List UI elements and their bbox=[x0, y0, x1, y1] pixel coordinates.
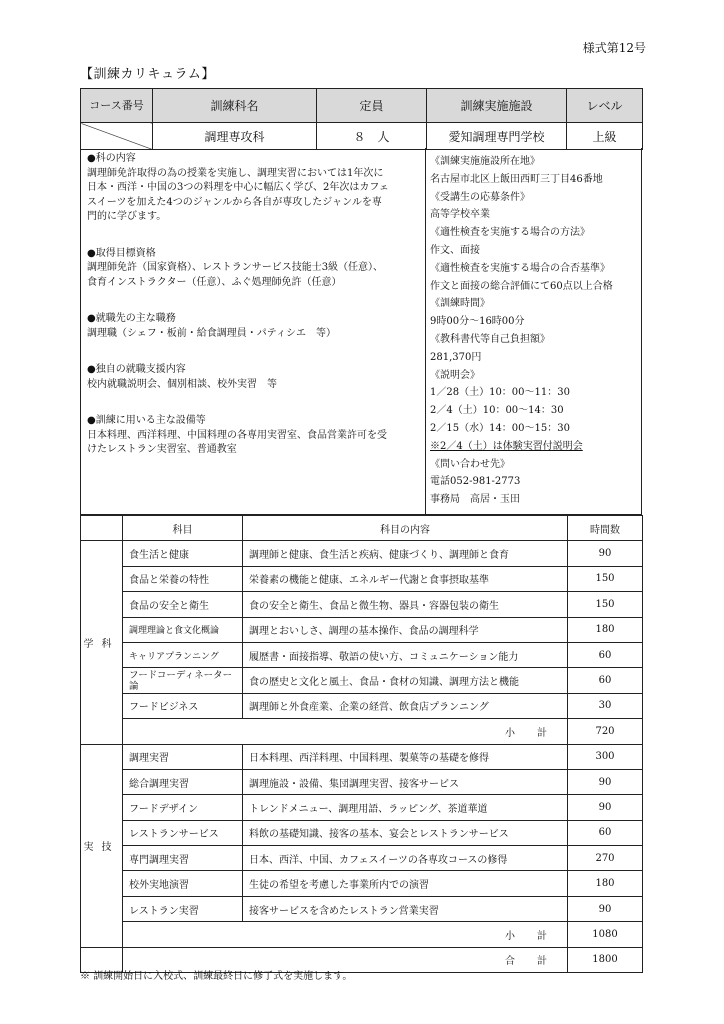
subject-hours: 60 bbox=[568, 668, 643, 693]
subject-name: 食生活と健康 bbox=[123, 541, 243, 566]
info-line: 作文、面接 bbox=[430, 244, 480, 256]
subject-content: 接客サービスを含めたレストラン営業実習 bbox=[243, 896, 568, 921]
subject-hours: 60 bbox=[568, 642, 643, 667]
course-name: 調理専攻科 bbox=[153, 123, 317, 150]
course-no-empty-cell bbox=[81, 123, 153, 150]
table-row bbox=[81, 617, 643, 642]
subject-hours: 30 bbox=[568, 693, 643, 718]
info-line: 281,370円 bbox=[430, 351, 482, 363]
subject-name: キャリアプランニング bbox=[123, 642, 243, 667]
info-line: 《教科書代等自己負担額》 bbox=[430, 333, 550, 345]
subject-name: 調理実習 bbox=[123, 744, 243, 769]
info-line: 《適性検査を実施する場合の方法》 bbox=[430, 227, 590, 239]
table-row bbox=[81, 642, 643, 667]
level: 上級 bbox=[567, 123, 643, 150]
subtotal-row bbox=[81, 719, 643, 744]
subject-hours: 90 bbox=[568, 541, 643, 566]
info-line: 《問い合わせ先》 bbox=[430, 458, 510, 470]
category-practical: 実技 bbox=[81, 744, 123, 947]
course-header-table bbox=[80, 88, 643, 150]
section-job-support bbox=[87, 363, 419, 392]
subject-hours: 90 bbox=[568, 795, 643, 820]
table-row bbox=[81, 769, 643, 794]
section-equipment bbox=[87, 414, 419, 458]
subject-hours: 270 bbox=[568, 846, 643, 871]
info-line: 電話052-981-2773 bbox=[430, 476, 521, 488]
subject-name: 食品の安全と衛生 bbox=[123, 592, 243, 617]
section-body: 校内就職説明会、個別相談、校外実習 等 bbox=[87, 378, 277, 390]
table-row bbox=[81, 541, 643, 566]
section-body: 調理師免許（国家資格）、レストランサービス技能士3級（任意）、 食育インストラクター（任意）、ふぐ処理師免許（任意） bbox=[87, 262, 384, 288]
total-label: 合 計 bbox=[123, 947, 568, 972]
section-body: 日本料理、西洋料理、中国料理の各専用実習室、食品営業許可を受 けたレストラン実習室、普通教室 bbox=[87, 429, 387, 455]
col-capacity: 定員 bbox=[317, 89, 427, 123]
course-details bbox=[80, 148, 642, 515]
subject-name: 校外実地演習 bbox=[123, 871, 243, 896]
course-info bbox=[426, 148, 641, 514]
table-row bbox=[81, 820, 643, 845]
subject-hours: 180 bbox=[568, 617, 643, 642]
subject-name: フードビジネス bbox=[123, 693, 243, 718]
col-course-no: コース番号 bbox=[81, 89, 153, 123]
subtotal-label: 小 計 bbox=[123, 922, 568, 947]
section-qualifications bbox=[87, 247, 419, 291]
course-description bbox=[81, 148, 426, 514]
subject-content: 調理師と健康、食生活と疾病、健康づくり、調理師と食育 bbox=[243, 541, 568, 566]
info-line: 《訓練実施施設所在地》 bbox=[430, 156, 540, 167]
subject-name: 食品と栄養の特性 bbox=[123, 566, 243, 591]
info-line: 高等学校卒業 bbox=[430, 209, 490, 221]
col-facility: 訓練実施施設 bbox=[427, 89, 567, 123]
table-row bbox=[81, 871, 643, 896]
table-row bbox=[81, 592, 643, 617]
subject-content: 生徒の希望を考慮した事業所内での演習 bbox=[243, 871, 568, 896]
subject-content: 調理施設・設備、集団調理実習、接客サービス bbox=[243, 769, 568, 794]
subject-name: 専門調理実習 bbox=[123, 846, 243, 871]
section-heading: ●科の内容 bbox=[87, 153, 136, 164]
table-row bbox=[81, 744, 643, 769]
info-line: 2／4（土）10：00～14：30 bbox=[430, 405, 564, 417]
subject-content: 栄養素の機能と健康、エネルギー代謝と食事摂取基準 bbox=[243, 566, 568, 591]
subject-hours: 180 bbox=[568, 871, 643, 896]
info-line: ※2／4（土）は体験実習付説明会 bbox=[430, 440, 583, 452]
col-course-name: 訓練科名 bbox=[153, 89, 317, 123]
category-header-cell bbox=[81, 516, 123, 541]
subtotal-label: 小 計 bbox=[123, 719, 568, 744]
col-hours: 時間数 bbox=[568, 516, 643, 541]
subject-content: 日本、西洋、中国、カフェスイーツの各専攻コースの修得 bbox=[243, 846, 568, 871]
section-heading: ●訓練に用いる主な設備等 bbox=[87, 415, 206, 426]
subject-content: 履歴書・面接指導、敬語の使い方、コミュニケーション能力 bbox=[243, 642, 568, 667]
subject-name: 調理理論と食文化概論 bbox=[123, 617, 243, 642]
info-line: 《訓練時間》 bbox=[430, 298, 490, 310]
section-body: 調理師免許取得の為の授業を実施し、調理実習においては1年次に 日本・西洋・中国の3つの料理を中心に幅広く学び、2年次はカフェ スイーツを加えた4つのジャンルから各自が専攻したジャンルを専 門的に学びます。 bbox=[87, 167, 389, 222]
info-line: 事務局 高居・玉田 bbox=[430, 494, 520, 506]
subject-name: レストラン実習 bbox=[123, 896, 243, 921]
table-row bbox=[81, 795, 643, 820]
col-level: レベル bbox=[567, 89, 643, 123]
document-title: 【訓練カリキュラム】 bbox=[80, 67, 215, 82]
subject-hours: 90 bbox=[568, 769, 643, 794]
curriculum-table bbox=[80, 515, 643, 973]
subtotal-hours: 1080 bbox=[568, 922, 643, 947]
subject-content: トレンドメニュー、調理用語、ラッピング、茶道華道 bbox=[243, 795, 568, 820]
subject-content: 日本料理、西洋料理、中国料理、製菓等の基礎を修得 bbox=[243, 744, 568, 769]
total-hours: 1800 bbox=[568, 947, 643, 972]
section-heading: ●独自の就職支援内容 bbox=[87, 364, 186, 375]
subject-content: 調理とおいしさ、調理の基本操作、食品の調理科学 bbox=[243, 617, 568, 642]
info-line: 2／15（水）14：00～15：30 bbox=[430, 422, 570, 434]
table-row bbox=[81, 566, 643, 591]
facility: 愛知調理専門学校 bbox=[427, 123, 567, 150]
info-line: 名古屋市北区上飯田西町三丁目46番地 bbox=[430, 173, 603, 185]
subject-content: 調理師と外食産業、企業の経営、飲食店プランニング bbox=[243, 693, 568, 718]
table-row bbox=[81, 693, 643, 718]
subject-name: フードデザイン bbox=[123, 795, 243, 820]
info-line: 《適性検査を実施する場合の合否基準》 bbox=[430, 262, 610, 274]
subject-hours: 150 bbox=[568, 592, 643, 617]
subject-content: 料飲の基礎知識、接客の基本、宴会とレストランサービス bbox=[243, 820, 568, 845]
subject-name: 総合調理実習 bbox=[123, 769, 243, 794]
section-heading: ●取得目標資格 bbox=[87, 247, 156, 259]
col-content: 科目の内容 bbox=[243, 516, 568, 541]
subject-name: レストランサービス bbox=[123, 820, 243, 845]
curriculum-header-row bbox=[81, 516, 643, 541]
info-line: 《説明会》 bbox=[430, 369, 480, 381]
info-line: 9時00分～16時00分 bbox=[430, 316, 525, 328]
info-line: 1／28（土）10：00～11：30 bbox=[430, 387, 570, 399]
subject-content: 食の歴史と文化と風土、食品・食材の知識、調理方法と機能 bbox=[243, 668, 568, 693]
capacity: ８ 人 bbox=[317, 123, 427, 150]
info-line: 作文と面接の総合評価にて60点以上合格 bbox=[430, 280, 613, 292]
subject-hours: 60 bbox=[568, 820, 643, 845]
table-row bbox=[81, 668, 643, 693]
subject-hours: 90 bbox=[568, 896, 643, 921]
subtotal-row bbox=[81, 922, 643, 947]
col-subject: 科目 bbox=[123, 516, 243, 541]
subject-name: フードコーディネーター論 bbox=[123, 668, 243, 693]
section-course-content bbox=[87, 152, 419, 225]
table-row bbox=[81, 896, 643, 921]
subject-hours: 150 bbox=[568, 566, 643, 591]
subtotal-hours: 720 bbox=[568, 719, 643, 744]
section-body: 調理職（シェフ・板前・給食調理員・パティシエ 等） bbox=[87, 327, 336, 339]
form-number: 様式第12号 bbox=[582, 41, 646, 55]
subject-content: 食の安全と衛生、食品と微生物、器具・容器包装の衛生 bbox=[243, 592, 568, 617]
category-academic: 学科 bbox=[81, 541, 123, 744]
section-job-duties bbox=[87, 312, 419, 341]
section-heading: ●就職先の主な職務 bbox=[87, 313, 176, 324]
subject-hours: 300 bbox=[568, 744, 643, 769]
table-row bbox=[81, 846, 643, 871]
info-line: 《受講生の応募条件》 bbox=[430, 191, 530, 203]
footnote: ※ 訓練開始日に入校式、訓練最終日に修了式を実施します。 bbox=[80, 971, 353, 982]
